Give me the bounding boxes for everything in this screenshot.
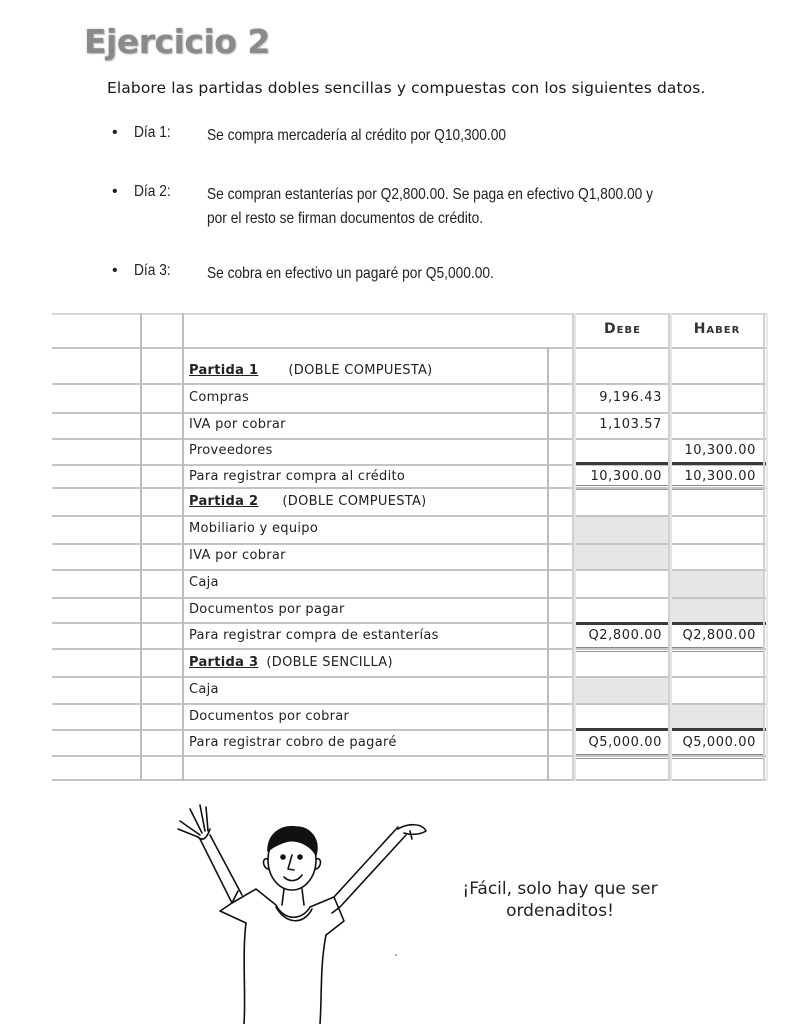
debe-header: Debe bbox=[604, 321, 641, 337]
instructions: Elabore las partidas dobles sencillas y compuestas con los siguientes datos. bbox=[107, 79, 706, 97]
left-hand bbox=[178, 805, 208, 837]
bullet-text: Se compra mercadería al crédito por Q10,300.00 bbox=[207, 127, 507, 144]
bullet-text: Se cobra en efectivo un pagaré por Q5,000.00. bbox=[207, 265, 494, 282]
haber-total: Q2,800.00 bbox=[682, 628, 756, 643]
table-row: Compras bbox=[189, 390, 250, 405]
bullet-icon: • bbox=[112, 262, 118, 279]
right-hand bbox=[398, 825, 426, 839]
haber-value: 10,300.00 bbox=[684, 443, 756, 458]
exercise-title: Ejercicio 2 bbox=[84, 22, 270, 61]
bullet-day: Día 2: bbox=[134, 183, 171, 200]
bullet-day: Día 3: bbox=[134, 262, 171, 279]
partida-label: Partida 1 bbox=[189, 363, 259, 378]
partida-type: (DOBLE SENCILLA) bbox=[266, 655, 393, 670]
cheering-person-illustration bbox=[160, 795, 440, 1024]
journal-table bbox=[52, 313, 766, 781]
table-row: Documentos por cobrar bbox=[189, 709, 350, 724]
table-row: Para registrar compra al crédito bbox=[189, 469, 406, 484]
debe-total: 10,300.00 bbox=[590, 469, 662, 484]
partida-label: Partida 3 bbox=[189, 655, 259, 670]
speech-line-2: ordenaditos! bbox=[506, 901, 614, 921]
debe-value: 9,196.43 bbox=[599, 390, 662, 405]
table-row: Proveedores bbox=[189, 443, 273, 458]
bullet-text-continued: por el resto se firman documentos de crédito. bbox=[207, 210, 484, 227]
partida-type: (DOBLE COMPUESTA) bbox=[282, 494, 427, 509]
haber-total: 10,300.00 bbox=[684, 469, 756, 484]
shaded-haber-cell bbox=[671, 704, 763, 729]
table-row bbox=[189, 363, 433, 378]
haber-total: Q5,000.00 bbox=[682, 735, 756, 750]
table-row: Caja bbox=[189, 682, 219, 697]
shaded-debe-cell bbox=[576, 677, 669, 703]
partida-label: Partida 2 bbox=[189, 494, 259, 509]
bullet-icon: • bbox=[112, 124, 118, 141]
table-row: Documentos por pagar bbox=[189, 602, 345, 617]
bullet-text: Se compran estanterías por Q2,800.00. Se paga en efectivo Q1,800.00 y bbox=[207, 186, 653, 203]
bullet-icon: • bbox=[112, 183, 118, 200]
table-row: Para registrar cobro de pagaré bbox=[189, 735, 397, 750]
table-row: IVA por cobrar bbox=[189, 548, 286, 563]
haber-header: Haber bbox=[693, 321, 741, 337]
debe-value: 1,103.57 bbox=[599, 417, 662, 432]
table-row bbox=[189, 494, 427, 509]
bullet-day: Día 1: bbox=[134, 124, 171, 141]
table-row: Para registrar compra de estanterías bbox=[189, 628, 439, 643]
shaded-haber-cell bbox=[671, 570, 763, 622]
speech-text bbox=[440, 878, 680, 922]
table-row: Caja bbox=[189, 575, 219, 590]
debe-total: Q5,000.00 bbox=[588, 735, 662, 750]
table-row: IVA por cobrar bbox=[189, 417, 286, 432]
debe-total: Q2,800.00 bbox=[588, 628, 662, 643]
partida-type: (DOBLE COMPUESTA) bbox=[288, 363, 433, 378]
table-row: Mobiliario y equipo bbox=[189, 521, 319, 536]
table-row bbox=[189, 655, 393, 670]
speech-line-1: ¡Fácil, solo hay que ser bbox=[462, 879, 658, 899]
hair bbox=[268, 827, 317, 855]
